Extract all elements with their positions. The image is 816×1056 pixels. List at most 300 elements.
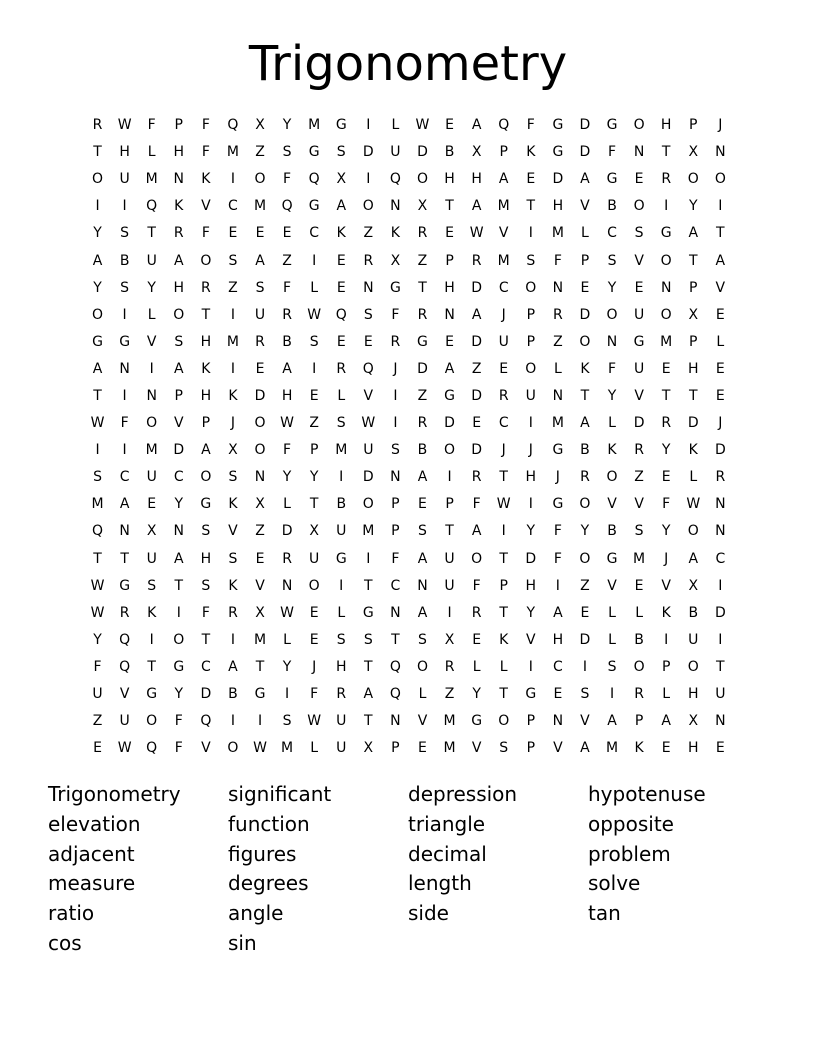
grid-letter: A xyxy=(201,442,211,459)
grid-letter: E xyxy=(580,279,590,296)
grid-letter: O xyxy=(173,631,185,648)
grid-letter: Z xyxy=(309,415,319,432)
grid-letter: U xyxy=(336,713,347,730)
grid-letter: E xyxy=(661,469,671,486)
grid-letter: E xyxy=(661,360,671,377)
grid-letter: O xyxy=(92,171,104,188)
grid-letter: E xyxy=(93,740,102,757)
grid-letter: I xyxy=(393,415,398,432)
grid-letter: B xyxy=(336,496,347,513)
grid-letter: E xyxy=(634,279,644,296)
grid-letter: B xyxy=(634,631,644,648)
grid-letter: E xyxy=(309,604,319,621)
grid-letter: A xyxy=(607,713,617,730)
grid-letter: J xyxy=(501,442,506,459)
grid-letter: E xyxy=(418,496,427,513)
grid-letter: E xyxy=(472,631,482,648)
grid-letter: G xyxy=(362,604,374,621)
grid-letter: F xyxy=(174,713,183,730)
grid-letter: X xyxy=(336,171,347,188)
grid-letter: T xyxy=(580,387,590,404)
grid-letter: O xyxy=(308,577,320,594)
grid-letter: N xyxy=(119,360,130,377)
grid-letter: A xyxy=(417,550,428,567)
grid-letter: G xyxy=(308,144,320,161)
grid-letter: T xyxy=(661,387,671,404)
grid-letter: T xyxy=(445,523,454,540)
grid-letter: S xyxy=(634,523,644,540)
grid-letter: Y xyxy=(472,686,481,703)
grid-letter: I xyxy=(366,171,371,188)
grid-letter: F xyxy=(147,117,156,134)
grid-row xyxy=(84,193,734,220)
grid-letter: D xyxy=(362,144,374,161)
word-bank-item: problem xyxy=(588,841,671,866)
grid-letter: W xyxy=(280,604,294,621)
grid-letter: P xyxy=(526,333,536,350)
grid-letter: C xyxy=(498,415,509,432)
grid-letter: E xyxy=(228,225,238,242)
grid-letter: M xyxy=(226,333,239,350)
grid-letter: W xyxy=(496,496,511,513)
grid-letter: R xyxy=(661,171,672,188)
grid-letter: O xyxy=(579,496,591,513)
grid-letter: A xyxy=(255,252,265,269)
grid-letter: E xyxy=(499,360,509,377)
grid-letter: V xyxy=(417,713,428,730)
grid-letter: L xyxy=(310,279,319,296)
grid-letter: T xyxy=(499,469,508,486)
grid-letter: C xyxy=(228,198,238,215)
grid-letter: T xyxy=(418,279,427,296)
grid-row xyxy=(84,139,734,166)
grid-letter: H xyxy=(200,333,212,350)
grid-letter: M xyxy=(497,198,510,215)
grid-letter: O xyxy=(525,279,537,296)
grid-letter: X xyxy=(471,144,482,161)
grid-letter: P xyxy=(499,144,508,161)
grid-letter: I xyxy=(95,442,100,459)
grid-row xyxy=(84,600,734,627)
grid-letter: P xyxy=(526,740,536,757)
grid-letter: S xyxy=(201,577,211,594)
grid-letter: Y xyxy=(309,469,319,486)
word-bank-item: length xyxy=(408,871,472,896)
grid-letter: P xyxy=(661,658,671,675)
grid-letter: H xyxy=(525,577,537,594)
grid-letter: I xyxy=(122,306,127,323)
grid-row xyxy=(84,356,734,383)
grid-row xyxy=(84,220,734,247)
grid-letter: D xyxy=(633,415,645,432)
grid-letter: G xyxy=(606,117,618,134)
grid-letter: A xyxy=(92,252,103,269)
grid-letter: S xyxy=(309,333,319,350)
grid-letter: D xyxy=(579,306,591,323)
grid-letter: D xyxy=(200,686,212,703)
grid-letter: V xyxy=(634,387,644,404)
grid-letter: Y xyxy=(93,279,102,296)
grid-row xyxy=(84,735,734,762)
grid-letter: M xyxy=(497,252,510,269)
grid-letter: V xyxy=(255,577,265,594)
word-bank-item: tan xyxy=(588,901,621,926)
grid-letter: S xyxy=(174,333,184,350)
grid-letter: H xyxy=(281,387,293,404)
grid-letter: H xyxy=(119,144,130,161)
grid-letter: K xyxy=(499,631,509,648)
grid-letter: Z xyxy=(417,252,428,269)
grid-letter: S xyxy=(120,225,130,242)
grid-letter: R xyxy=(336,360,347,377)
grid-letter: X xyxy=(255,604,265,621)
grid-letter: Y xyxy=(93,631,102,648)
grid-letter: F xyxy=(526,117,535,134)
grid-letter: X xyxy=(390,252,401,269)
grid-letter: N xyxy=(254,469,266,486)
grid-letter: S xyxy=(336,144,346,161)
grid-letter: B xyxy=(688,604,699,621)
grid-letter: O xyxy=(687,523,699,540)
grid-letter: W xyxy=(361,415,376,432)
grid-letter: U xyxy=(498,333,509,350)
grid-letter: O xyxy=(254,442,266,459)
grid-letter: D xyxy=(579,117,591,134)
grid-letter: I xyxy=(230,360,235,377)
grid-letter: Y xyxy=(661,523,671,540)
grid-row xyxy=(84,437,734,464)
grid-letter: W xyxy=(307,713,322,730)
grid-letter: T xyxy=(120,550,129,567)
grid-row xyxy=(84,302,734,329)
grid-letter: L xyxy=(337,387,346,404)
grid-letter: E xyxy=(255,360,265,377)
grid-letter: A xyxy=(580,415,590,432)
grid-letter: J xyxy=(528,442,533,459)
grid-letter: R xyxy=(580,469,590,486)
grid-letter: A xyxy=(553,604,563,621)
grid-row xyxy=(84,708,734,735)
grid-letter: W xyxy=(469,225,484,242)
grid-letter: A xyxy=(417,604,428,621)
grid-letter: G xyxy=(119,333,131,350)
grid-letter: R xyxy=(417,306,428,323)
grid-letter: J xyxy=(664,550,669,567)
grid-letter: R xyxy=(471,604,482,621)
grid-letter: S xyxy=(607,658,617,675)
grid-letter: P xyxy=(391,740,400,757)
grid-letter: M xyxy=(605,740,619,757)
word-bank-item: depression xyxy=(408,782,518,806)
grid-letter: E xyxy=(255,550,265,567)
grid-letter: M xyxy=(443,713,456,730)
grid-letter: I xyxy=(339,577,344,594)
grid-letter: F xyxy=(310,686,319,703)
grid-letter: I xyxy=(149,360,154,377)
grid-letter: H xyxy=(200,387,212,404)
grid-letter: D xyxy=(471,442,483,459)
grid-letter: M xyxy=(253,631,267,648)
grid-letter: R xyxy=(255,333,265,350)
grid-letter: D xyxy=(471,387,483,404)
grid-letter: R xyxy=(282,306,292,323)
grid-letter: E xyxy=(255,225,265,242)
grid-letter: R xyxy=(498,387,509,404)
grid-letter: E xyxy=(445,333,454,350)
grid-letter: S xyxy=(282,144,292,161)
grid-letter: O xyxy=(200,252,212,269)
grid-letter: T xyxy=(688,252,698,269)
grid-letter: G xyxy=(92,333,103,350)
grid-letter: T xyxy=(499,550,508,567)
grid-letter: K xyxy=(661,604,671,621)
grid-letter: N xyxy=(715,523,726,540)
grid-letter: U xyxy=(688,631,699,648)
grid-letter: Y xyxy=(607,387,617,404)
grid-letter: A xyxy=(688,225,699,242)
grid-letter: I xyxy=(122,442,127,459)
grid-letter: P xyxy=(201,415,211,432)
grid-letter: I xyxy=(393,387,398,404)
grid-letter: C xyxy=(607,225,617,242)
grid-letter: S xyxy=(526,252,536,269)
grid-letter: T xyxy=(364,577,373,594)
grid-letter: R xyxy=(228,604,238,621)
grid-letter: H xyxy=(687,360,699,377)
grid-letter: E xyxy=(336,279,346,296)
grid-letter: O xyxy=(200,469,212,486)
grid-letter: F xyxy=(283,442,292,459)
grid-letter: O xyxy=(606,469,618,486)
grid-letter: Q xyxy=(389,171,401,188)
grid-letter: A xyxy=(471,306,482,323)
grid-letter: G xyxy=(389,279,401,296)
grid-letter: T xyxy=(499,686,508,703)
grid-letter: F xyxy=(201,117,210,134)
grid-letter: D xyxy=(525,550,537,567)
grid-letter: D xyxy=(579,144,591,161)
grid-letter: U xyxy=(92,686,103,703)
grid-letter: S xyxy=(228,469,238,486)
grid-letter: L xyxy=(310,740,319,757)
word-bank-item: degrees xyxy=(228,871,309,896)
grid-letter: G xyxy=(606,171,618,188)
grid-letter: B xyxy=(282,333,292,350)
word-bank-item: side xyxy=(408,901,449,926)
grid-letter: G xyxy=(552,442,564,459)
grid-letter: P xyxy=(391,496,400,513)
grid-letter: Y xyxy=(282,658,292,675)
grid-letter: L xyxy=(581,225,589,242)
grid-letter: S xyxy=(363,306,373,323)
word-bank-item: cos xyxy=(48,930,82,955)
grid-letter: N xyxy=(417,577,428,594)
grid-letter: N xyxy=(173,523,185,540)
grid-letter: I xyxy=(230,631,235,648)
word-bank-item: Trigonometry xyxy=(48,782,181,806)
grid-letter: O xyxy=(687,171,699,188)
grid-letter: U xyxy=(444,577,455,594)
grid-letter: W xyxy=(90,577,105,594)
grid-letter: D xyxy=(444,415,455,432)
grid-letter: F xyxy=(201,604,210,621)
grid-letter: W xyxy=(280,415,294,432)
grid-letter: L xyxy=(662,686,671,703)
word-bank-item: adjacent xyxy=(48,841,135,866)
grid-letter: K xyxy=(147,604,157,621)
grid-letter: I xyxy=(176,604,181,621)
grid-letter: Q xyxy=(119,658,131,675)
grid-letter: M xyxy=(443,740,456,757)
grid-letter: N xyxy=(660,279,672,296)
grid-letter: W xyxy=(686,496,701,513)
grid-letter: V xyxy=(201,198,211,215)
grid-letter: V xyxy=(201,740,211,757)
grid-letter: L xyxy=(689,469,698,486)
grid-letter: L xyxy=(391,117,400,134)
grid-letter: S xyxy=(418,631,427,648)
grid-letter: N xyxy=(552,387,564,404)
grid-letter: Q xyxy=(498,117,510,134)
grid-letter: T xyxy=(688,387,698,404)
grid-letter: P xyxy=(391,523,400,540)
grid-letter: T xyxy=(499,604,508,621)
grid-letter: C xyxy=(309,225,320,242)
grid-letter: W xyxy=(90,604,105,621)
grid-letter: G xyxy=(335,117,347,134)
grid-letter: Q xyxy=(389,658,401,675)
word-bank-item: hypotenuse xyxy=(588,782,706,806)
grid-letter: M xyxy=(281,740,294,757)
grid-letter: O xyxy=(362,496,374,513)
grid-letter: C xyxy=(390,577,401,594)
grid-letter: G xyxy=(254,686,266,703)
grid-letter: N xyxy=(363,279,374,296)
grid-letter: V xyxy=(607,577,617,594)
grid-letter: P xyxy=(526,713,536,730)
grid-row xyxy=(84,166,734,193)
grid-letter: O xyxy=(444,442,456,459)
grid-letter: L xyxy=(608,631,616,648)
grid-letter: O xyxy=(633,658,645,675)
grid-letter: I xyxy=(582,658,588,675)
grid-letter: A xyxy=(417,469,428,486)
grid-letter: S xyxy=(147,577,157,594)
grid-letter: O xyxy=(416,658,428,675)
grid-letter: T xyxy=(174,577,184,594)
grid-letter: F xyxy=(553,252,562,269)
grid-letter: U xyxy=(146,252,157,269)
grid-letter: R xyxy=(417,415,428,432)
grid-letter: U xyxy=(390,144,401,161)
grid-letter: F xyxy=(607,360,617,377)
grid-letter: N xyxy=(281,577,293,594)
grid-letter: X xyxy=(228,442,238,459)
grid-letter: R xyxy=(282,550,292,567)
grid-letter: G xyxy=(335,550,347,567)
grid-letter: N xyxy=(606,333,618,350)
grid-letter: D xyxy=(579,631,591,648)
grid-letter: J xyxy=(555,469,560,486)
grid-letter: D xyxy=(714,442,726,459)
grid-letter: E xyxy=(715,387,725,404)
grid-row xyxy=(84,383,734,410)
grid-letter: K xyxy=(201,171,211,188)
grid-letter: S xyxy=(336,415,346,432)
grid-letter: V xyxy=(498,225,509,242)
grid-letter: O xyxy=(471,550,483,567)
grid-letter: D xyxy=(687,415,699,432)
grid-letter: N xyxy=(444,306,455,323)
grid-letter: Y xyxy=(607,279,617,296)
grid-letter: Z xyxy=(363,225,374,242)
grid-letter: R xyxy=(363,252,374,269)
grid-letter: O xyxy=(173,306,185,323)
grid-letter: N xyxy=(390,604,401,621)
grid-letter: T xyxy=(526,198,536,215)
grid-letter: M xyxy=(362,523,375,540)
grid-letter: G xyxy=(606,550,618,567)
grid-letter: X xyxy=(417,198,428,215)
grid-letter: D xyxy=(471,279,483,296)
grid-letter: I xyxy=(555,577,560,594)
grid-letter: I xyxy=(528,496,533,513)
grid-letter: R xyxy=(634,442,644,459)
grid-letter: O xyxy=(416,171,428,188)
grid-letter: Z xyxy=(228,279,238,296)
grid-letter: I xyxy=(230,713,235,730)
grid-letter: S xyxy=(228,550,238,567)
grid-letter: Y xyxy=(147,279,156,296)
grid-letter: A xyxy=(173,252,184,269)
grid-letter: S xyxy=(607,252,617,269)
word-bank-item: significant xyxy=(228,782,332,806)
grid-letter: E xyxy=(309,387,319,404)
grid-letter: I xyxy=(664,631,669,648)
grid-letter: I xyxy=(95,198,100,215)
grid-letter: X xyxy=(255,117,265,134)
grid-letter: Q xyxy=(389,686,401,703)
grid-letter: O xyxy=(92,306,104,323)
grid-letter: U xyxy=(146,550,157,567)
grid-letter: L xyxy=(716,333,725,350)
grid-letter: I xyxy=(609,686,615,703)
grid-letter: L xyxy=(635,604,643,621)
grid-letter: T xyxy=(147,225,156,242)
grid-letter: Q xyxy=(200,713,212,730)
grid-letter: E xyxy=(147,496,157,513)
grid-letter: Z xyxy=(634,469,644,486)
grid-letter: V xyxy=(634,252,644,269)
grid-letter: I xyxy=(366,550,371,567)
grid-letter: I xyxy=(447,604,452,621)
grid-row xyxy=(84,546,734,573)
grid-letter: A xyxy=(173,550,184,567)
grid-letter: H xyxy=(335,658,347,675)
grid-letter: I xyxy=(312,252,317,269)
grid-letter: T xyxy=(93,550,102,567)
grid-letter: L xyxy=(608,604,616,621)
grid-letter: K xyxy=(580,360,590,377)
grid-letter: O xyxy=(362,198,374,215)
word-bank-column xyxy=(408,780,588,929)
grid-letter: N xyxy=(146,387,157,404)
grid-letter: V xyxy=(580,713,590,730)
grid-letter: D xyxy=(362,469,374,486)
grid-letter: Q xyxy=(146,198,158,215)
grid-letter: G xyxy=(417,333,428,350)
grid-letter: T xyxy=(201,631,211,648)
